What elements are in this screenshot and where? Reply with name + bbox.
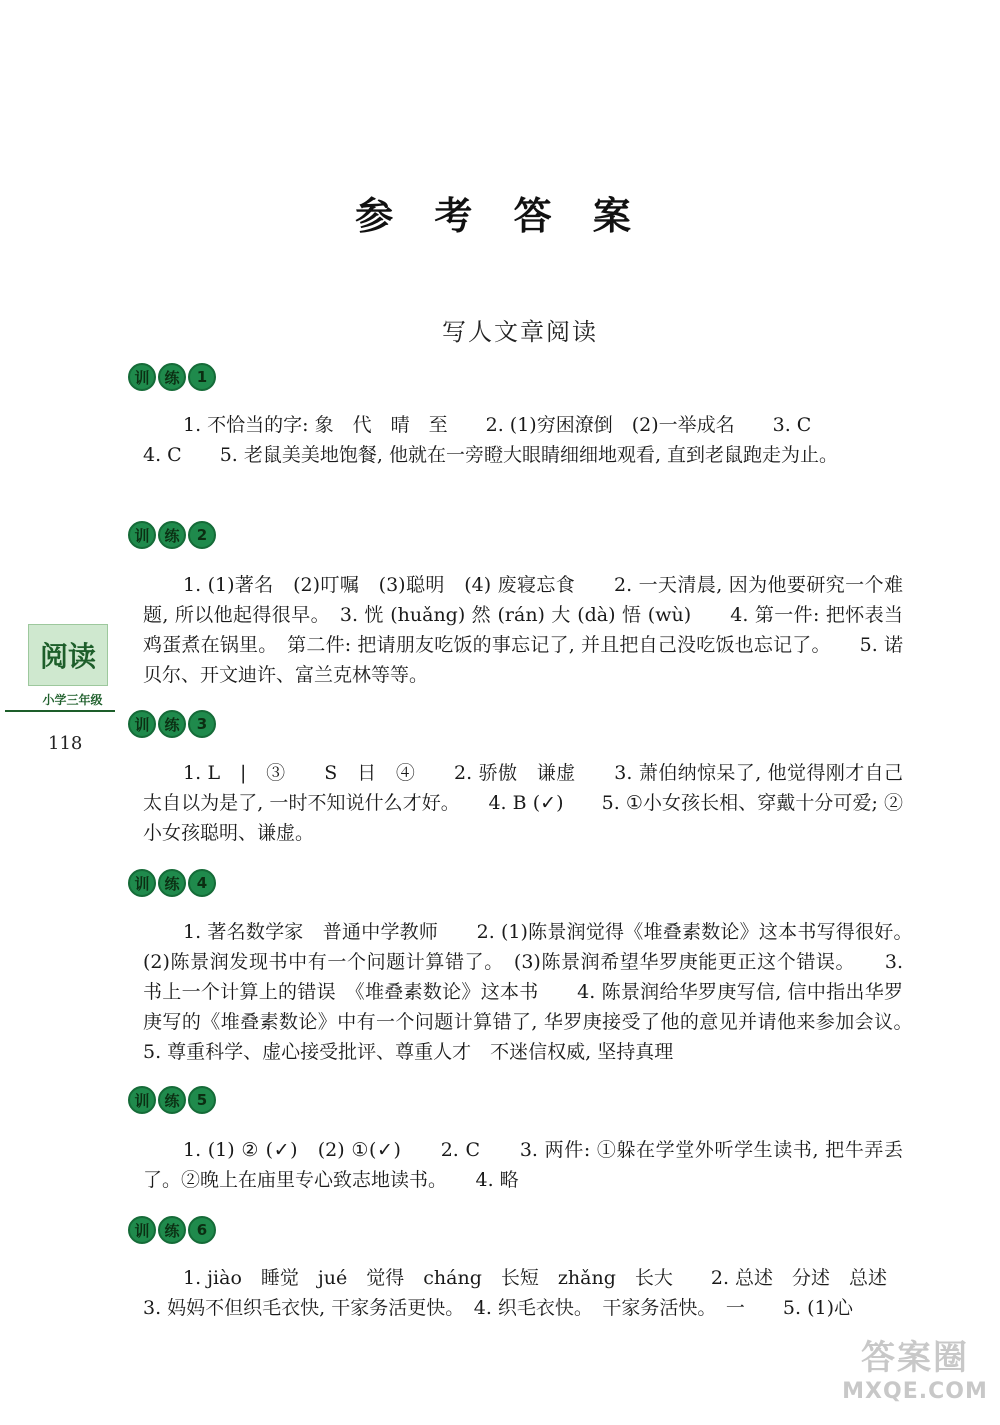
answer-line: 1. (1) ② (✓) (2) ①(✓) 2. C 3. 两件: ①躲在学堂外听学生读书, 把牛弄丢了。②晚上在庙里专心致志地读书。 4. 略 [143,1139,903,1191]
answer-block-4 [143,917,942,1067]
answer-line: 1. jiào 睡觉 jué 觉得 cháng 长短 zhǎng 长大 2. 总述 分述 总述 [183,1267,888,1289]
section-subtitle: 写人文章阅读 [442,318,598,346]
badge-char: 训 [128,363,156,391]
side-tab-grade: 小学三年级 [42,693,103,707]
answer-line: 1. 不恰当的字: 象 代 晴 至 2. (1)穷困潦倒 (2)一举成名 3. C [183,414,812,436]
badge-char: 训 [128,1086,156,1114]
answer-block-2 [143,570,903,690]
answer-line: 1. 著名数学家 普通中学教师 2. (1)陈景润觉得《堆叠素数论》这本书写得很好。 (2)陈景润发现书中有一个问题计算错了。 (3)陈景润希望华罗庚能更正这个错误。 3. 书上一个计算上的错误 《堆叠素数论》这本书 4. 陈景润给华罗庚写信, 信中指出华罗庚写的《堆叠素数论》中有一个问题计算错了, 华罗庚接受了他的意见并请他来参加会议。 5. 尊重科学、虚心接受批评、尊重人才 不迷信权威, 坚持真理 [143,921,942,1063]
exercise-badge-6 [128,1213,218,1247]
badge-char: 练 [158,1216,186,1244]
answer-block-3 [143,758,903,848]
page-number: 118 [48,733,83,754]
badge-number: 5 [188,1086,216,1114]
exercise-badge-2 [128,518,218,552]
answer-line: 1. (1)著名 (2)叮嘱 (3)聪明 (4) 废寝忘食 2. 一天清晨, 因为他要研究一个难题, 所以他起得很早。 3. 恍 (huǎng) 然 (rán) 大 (dà) 悟 (wù) 4. 第一件: 把怀表当鸡蛋煮在锅里。 第二件: 把请朋友吃饭的事忘记了, 并且把自己没吃饭也忘记了。 5. 诺贝尔、开文迪许、富兰克林等等。 [143,574,903,686]
exercise-badge-3 [128,707,218,741]
badge-char: 训 [128,710,156,738]
badge-number: 4 [188,869,216,897]
badge-number: 1 [188,363,216,391]
exercise-badge-5 [128,1083,218,1117]
answer-block-6 [143,1263,903,1323]
answer-block-1 [143,410,903,470]
badge-number: 6 [188,1216,216,1244]
answer-line: 1. L | ③ S 日 ④ 2. 骄傲 谦虚 3. 萧伯纳惊呆了, 他觉得刚才自己太自以为是了, 一时不知说什么才好。 4. B (✓) 5. ①小女孩长相、穿戴十分可爱; ②小女孩聪明、谦虚。 [143,762,903,844]
side-tab-label: 阅读 [28,624,108,686]
badge-char: 练 [158,1086,186,1114]
badge-number: 2 [188,521,216,549]
answer-line: 3. 妈妈不但织毛衣快, 干家务活更快。 4. 织毛衣快。 干家务活快。 一 5. (1)心 [143,1297,853,1319]
page-title: 参 考 答 案 [355,194,645,238]
answer-line: 4. C 5. 老鼠美美地饱餐, 他就在一旁瞪大眼睛细细地观看, 直到老鼠跑走为止。 [143,444,839,466]
badge-char: 练 [158,521,186,549]
watermark-cn: 答案圈 [861,1338,969,1378]
side-tab-divider [5,710,115,712]
badge-char: 练 [158,710,186,738]
badge-char: 训 [128,1216,156,1244]
badge-char: 训 [128,521,156,549]
badge-char: 练 [158,869,186,897]
watermark-logo [840,1330,990,1420]
badge-char: 练 [158,363,186,391]
answer-block-5 [143,1135,903,1195]
exercise-badge-4 [128,866,218,900]
badge-char: 训 [128,869,156,897]
badge-number: 3 [188,710,216,738]
side-tab [0,624,115,714]
watermark-en: MXQE.COM [842,1379,988,1404]
exercise-badge-1 [128,360,218,394]
